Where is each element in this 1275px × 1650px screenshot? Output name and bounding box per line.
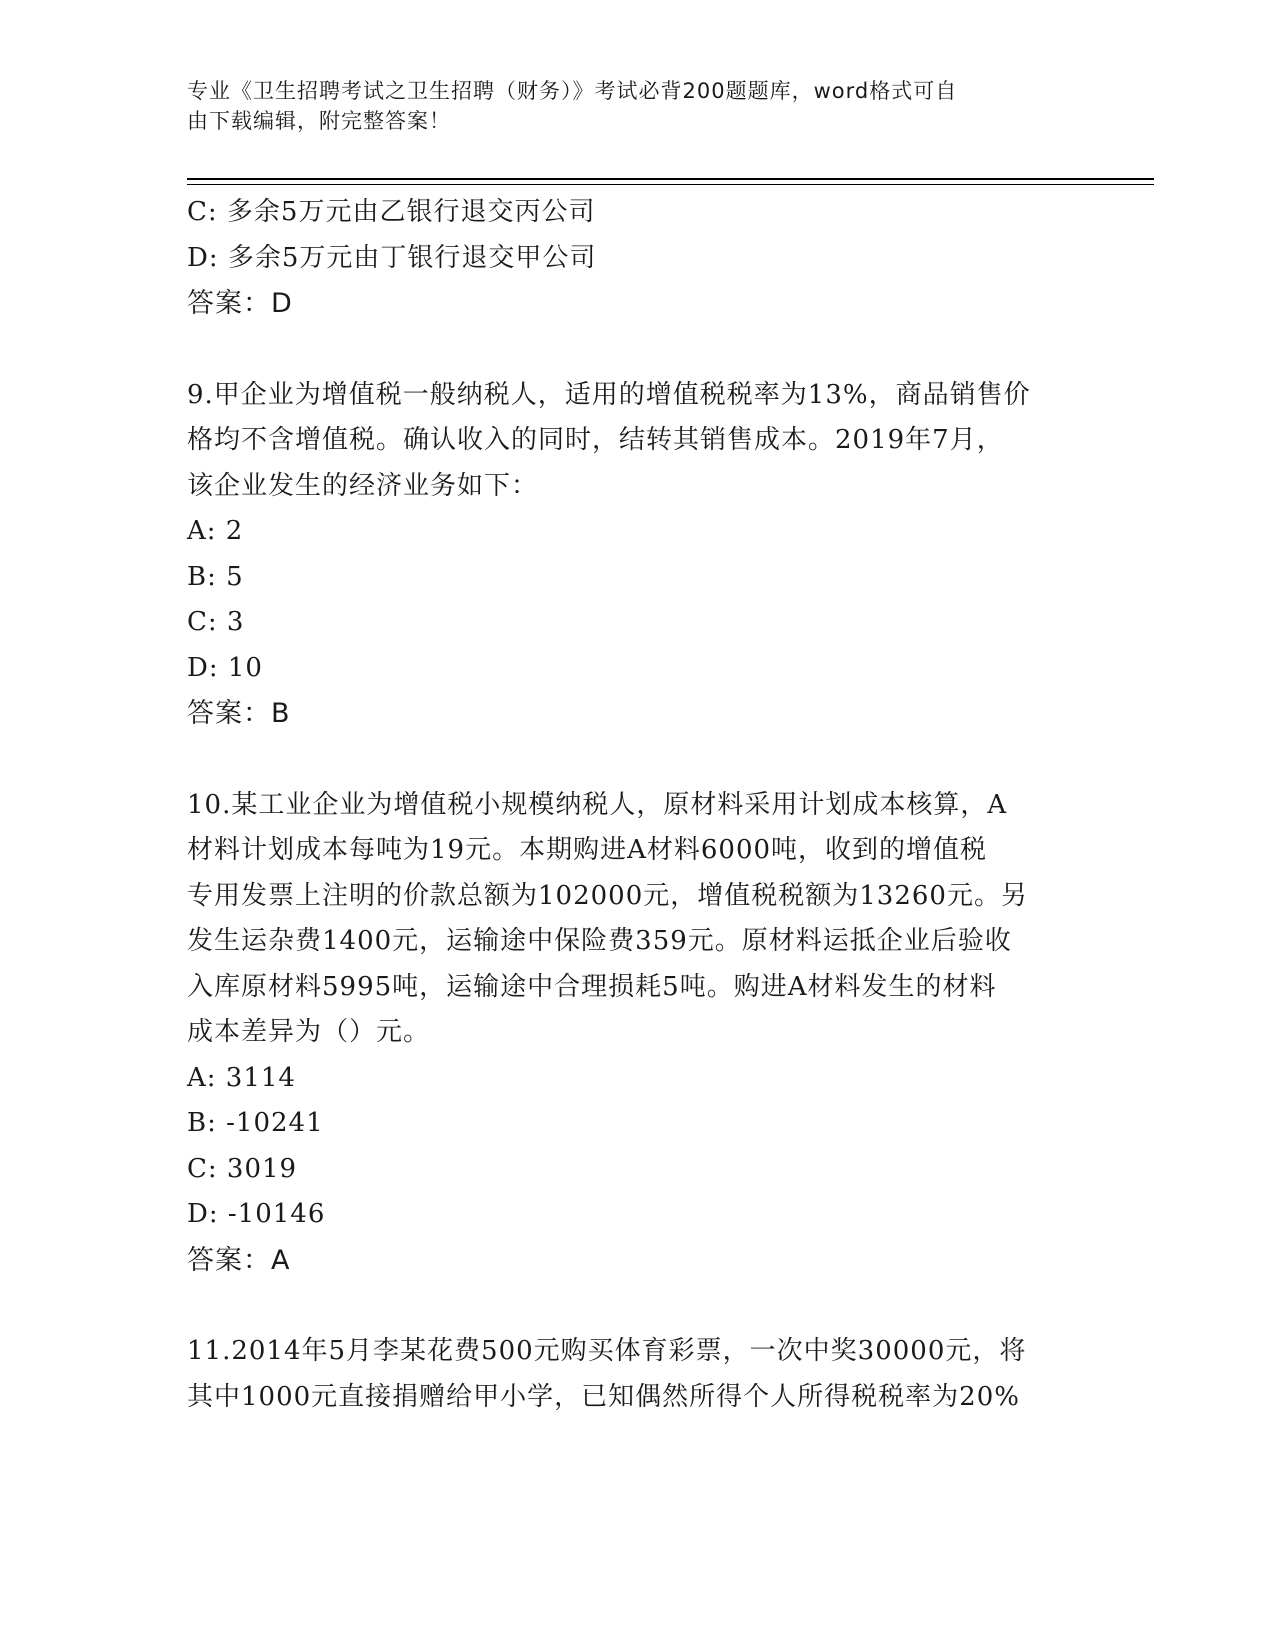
header-line-1: 专业《卫生招聘考试之卫生招聘（财务）》考试必背200题题库，word格式可自 xyxy=(187,79,958,103)
question-text-line: 材料计划成本每吨为19元。本期购进A材料6000吨，收到的增值税 xyxy=(187,835,988,865)
spacer xyxy=(187,327,1087,373)
option-a: A: 2 xyxy=(187,516,244,546)
option-c: C: 3 xyxy=(187,607,245,637)
question-text-line: 格均不含增值税。确认收入的同时，结转其销售成本。2019年7月， xyxy=(187,425,1004,455)
question-text-line: 发生运杂费1400元，运输途中保险费359元。原材料运抵企业后验收 xyxy=(187,926,1012,956)
question-9 xyxy=(187,373,1087,737)
spacer xyxy=(187,737,1087,783)
option-c: C: 3019 xyxy=(187,1153,298,1184)
question-text-line: 9.甲企业为增值税一般纳税人，适用的增值税税率为13%，商品销售价 xyxy=(187,379,1031,410)
answer: 答案：B xyxy=(187,698,291,729)
question-text-line: 10.某工业企业为增值税小规模纳税人，原材料采用计划成本核算，A xyxy=(187,789,1008,820)
header-line-2: 由下载编辑，附完整答案！ xyxy=(187,109,451,133)
option-d: D: -10146 xyxy=(187,1199,326,1229)
option-c: C: 多余5万元由乙银行退交丙公司 xyxy=(187,197,596,227)
question-text-line: 其中1000元直接捐赠给甲小学，已知偶然所得个人所得税税率为20% xyxy=(187,1381,1020,1412)
question-text-line: 专用发票上注明的价款总额为102000元，增值税税额为13260元。另 xyxy=(187,880,1028,911)
question-text-line: 11.2014年5月李某花费500元购买体育彩票，一次中奖30000元，将 xyxy=(187,1336,1027,1366)
spacer xyxy=(187,1283,1087,1329)
header-divider-thick xyxy=(187,178,1154,180)
question-text-line: 入库原材料5995吨，运输途中合理损耗5吨。购进A材料发生的材料 xyxy=(187,971,997,1002)
option-b: B: -10241 xyxy=(187,1108,324,1138)
document-header xyxy=(187,76,1067,136)
question-10 xyxy=(187,783,1087,1284)
question-11 xyxy=(187,1329,1087,1420)
header-divider-thin xyxy=(187,184,1154,185)
option-a: A: 3114 xyxy=(187,1062,296,1093)
prev-question xyxy=(187,190,1087,327)
answer: 答案：A xyxy=(187,1244,291,1276)
option-d: D: 多余5万元由丁银行退交甲公司 xyxy=(187,242,597,273)
document-body xyxy=(187,190,1087,1420)
question-text-line: 该企业发生的经济业务如下： xyxy=(187,470,539,501)
option-d: D: 10 xyxy=(187,652,263,683)
question-text-line: 成本差异为（）元。 xyxy=(187,1017,431,1047)
option-b: B: 5 xyxy=(187,561,244,592)
answer: 答案：D xyxy=(187,288,293,319)
